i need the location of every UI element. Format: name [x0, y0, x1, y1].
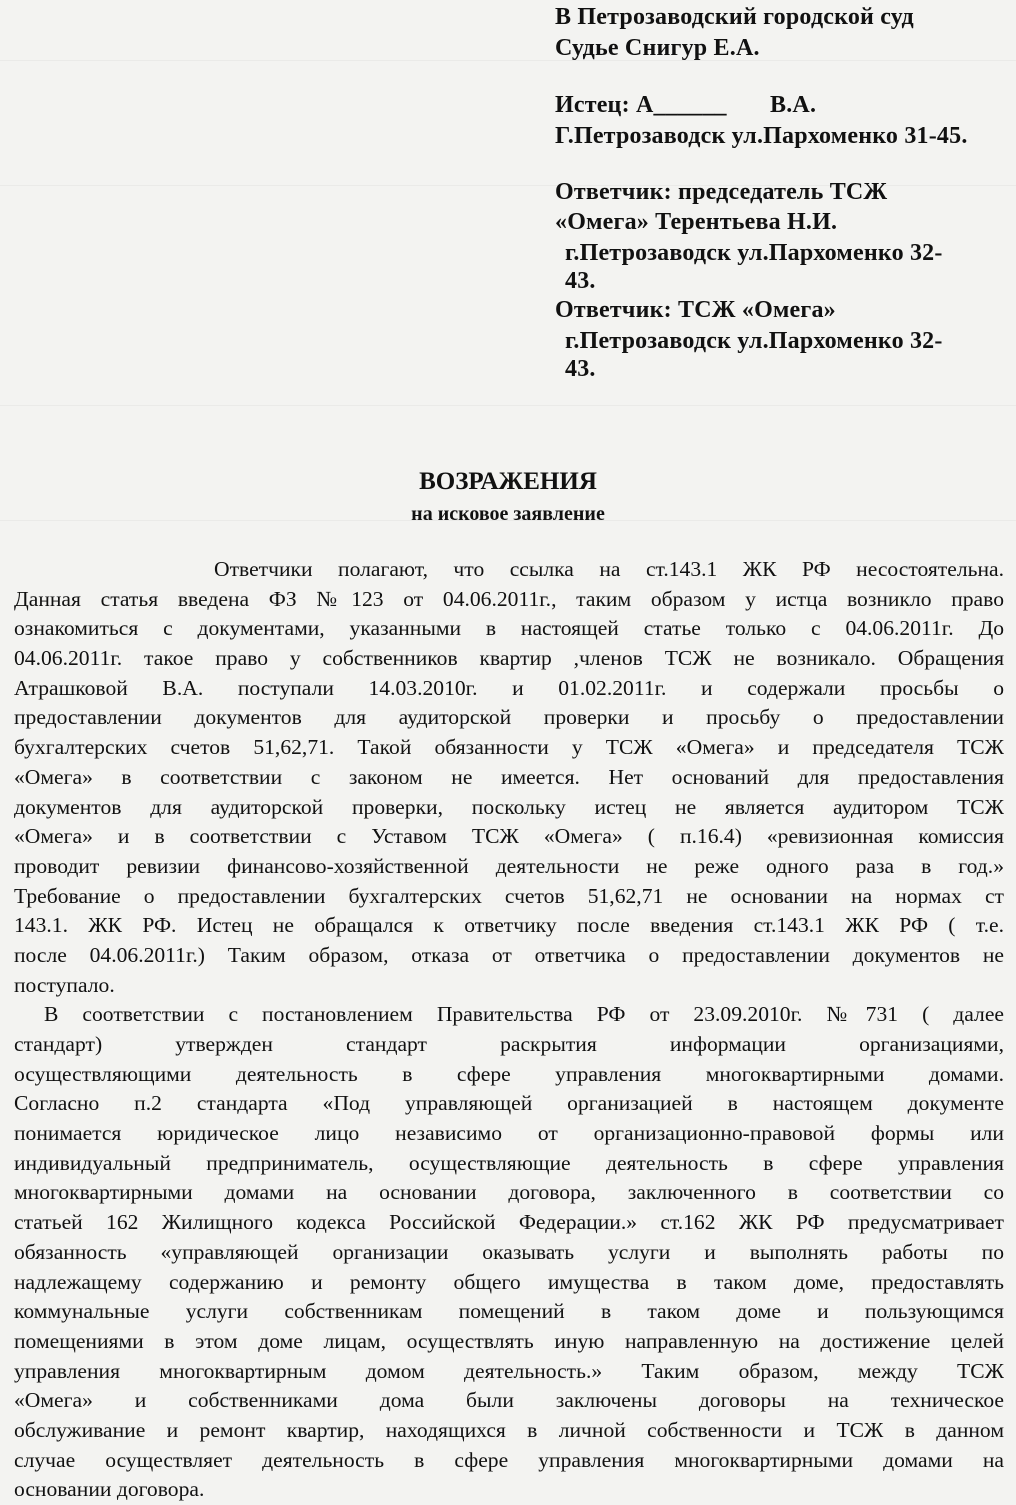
body-line: коммунальные услуги собственникам помещений в таком доме и пользующимся [14, 1299, 1004, 1324]
body-line: Данная статья введена ФЗ №123 от 04.06.2011г., таким образом у истца возникло право [14, 586, 1004, 611]
body-line: документов для аудиторской проверки, поскольку истец не является аудитором ТСЖ [14, 794, 1004, 819]
judge-name: Судье Снигур Е.А. [555, 35, 760, 61]
body-line: «Омега» и в соответствии с Уставом ТСЖ «Омега» ( п.16.4) «ревизионная комиссия [14, 824, 1004, 849]
body-line: индивидуальный предприниматель, осуществляющие деятельность в сфере управления [14, 1150, 1004, 1175]
body-line: основании договора. [14, 1477, 205, 1502]
body-line: «Омега» и собственниками дома были заключены договоры на техническое [14, 1388, 1004, 1413]
plaintiff-address: Г.Петрозаводск ул.Пархоменко 31-45. [555, 123, 968, 149]
scan-artifact [0, 405, 1016, 406]
body-line: Согласно п.2 стандарта «Под управляющей организацией в настоящем документе [14, 1091, 1004, 1116]
defendant2-line1: Ответчик: ТСЖ «Омега» [555, 297, 836, 323]
defendant1-address-line2: 43. [565, 268, 596, 294]
scan-artifact [0, 60, 1016, 61]
body-line: «Омега» в соответствии с законом не имеется. Нет оснований для предоставления [14, 764, 1004, 789]
document-body [14, 555, 1004, 1505]
body-line: стандарт) утвержден стандарт раскрытия информации организациями, [14, 1032, 1004, 1056]
defendant1-address-line1: г.Петрозаводск ул.Пархоменко 32- [565, 240, 943, 266]
body-line: помещениями в этом доме лицам, осуществлять иную направленную на достижение целей [14, 1328, 1004, 1353]
body-line: управления многоквартирным домом деятельность.» Таким образом, между ТСЖ [14, 1358, 1004, 1383]
body-line: статьей 162 Жилищного кодекса Российской Федерации.» ст.162 ЖК РФ предусматривает [14, 1210, 1004, 1235]
body-line: обязанность «управляющей организации оказывать услуги и выполнять работы по [14, 1239, 1004, 1264]
body-line: В соответствии с постановлением Правительства РФ от 23.09.2010г. №731 ( далее [44, 1002, 1004, 1027]
body-line: предоставлении документов для аудиторской проверки и просьбу о предоставлении [14, 705, 1004, 730]
body-line: после 04.06.2011г.) Таким образом, отказа от ответчика о предоставлении документов не [14, 942, 1004, 967]
document-subtitle: на исковое заявление [411, 503, 605, 525]
body-line: проводит ревизии финансово-хозяйственной деятельности не реже одного раза в год.» [14, 853, 1004, 878]
defendant2-address-line1: г.Петрозаводск ул.Пархоменко 32- [565, 328, 943, 354]
body-line: 04.06.2011г. такое право у собственников квартир ,членов ТСЖ не возникало. Обращения [14, 646, 1004, 671]
document-title: ВОЗРАЖЕНИЯ [419, 468, 597, 495]
body-line: Атрашковой В.А. поступали 14.03.2010г. и 01.02.2011г. и содержали просьбы о [14, 675, 1004, 700]
body-line: бухгалтерских счетов 51,62,71. Такой обязанности у ТСЖ «Омега» и председателя ТСЖ [14, 735, 1004, 760]
body-line: ознакомиться с документами, указанными в настоящей статье только с 04.06.2011г. До [14, 616, 1004, 641]
body-line: осуществляющими деятельность в сфере управления многоквартирными домами. [14, 1061, 1004, 1086]
court-addressee: В Петрозаводский городской суд [555, 4, 914, 30]
defendant1-line1: Ответчик: председатель ТСЖ [555, 179, 888, 205]
body-line: надлежащему содержанию и ремонту общего имущества в таком доме, предоставлять [14, 1269, 1004, 1294]
body-line: многоквартирными домами на основании договора, заключенного в соответствии со [14, 1180, 1004, 1205]
body-line: случае осуществляет деятельность в сфере управления многоквартирными домами на [14, 1447, 1004, 1472]
body-line: Требование о предоставлении бухгалтерских счетов 51,62,71 не основании на нормах ст [14, 883, 1004, 908]
body-line: поступало. [14, 972, 115, 997]
defendant2-address-line2: 43. [565, 356, 596, 382]
plaintiff-prefix: Истец: А______ [555, 92, 727, 118]
body-line: обслуживание и ремонт квартир, находящихся в личной собственности и ТСЖ в данном [14, 1417, 1004, 1442]
body-line: Ответчики полагают, что ссылка на ст.143.1 ЖК РФ несостоятельна. [214, 557, 1004, 581]
defendant1-line2: «Омега» Терентьева Н.И. [555, 209, 838, 235]
plaintiff-initials: В.А. [770, 92, 817, 118]
body-line: 143.1. ЖК РФ. Истец не обращался к ответчику после введения ст.143.1 ЖК РФ ( т.е. [14, 913, 1004, 938]
body-line: понимается юридическое лицо независимо от организационно-правовой формы или [14, 1121, 1004, 1146]
